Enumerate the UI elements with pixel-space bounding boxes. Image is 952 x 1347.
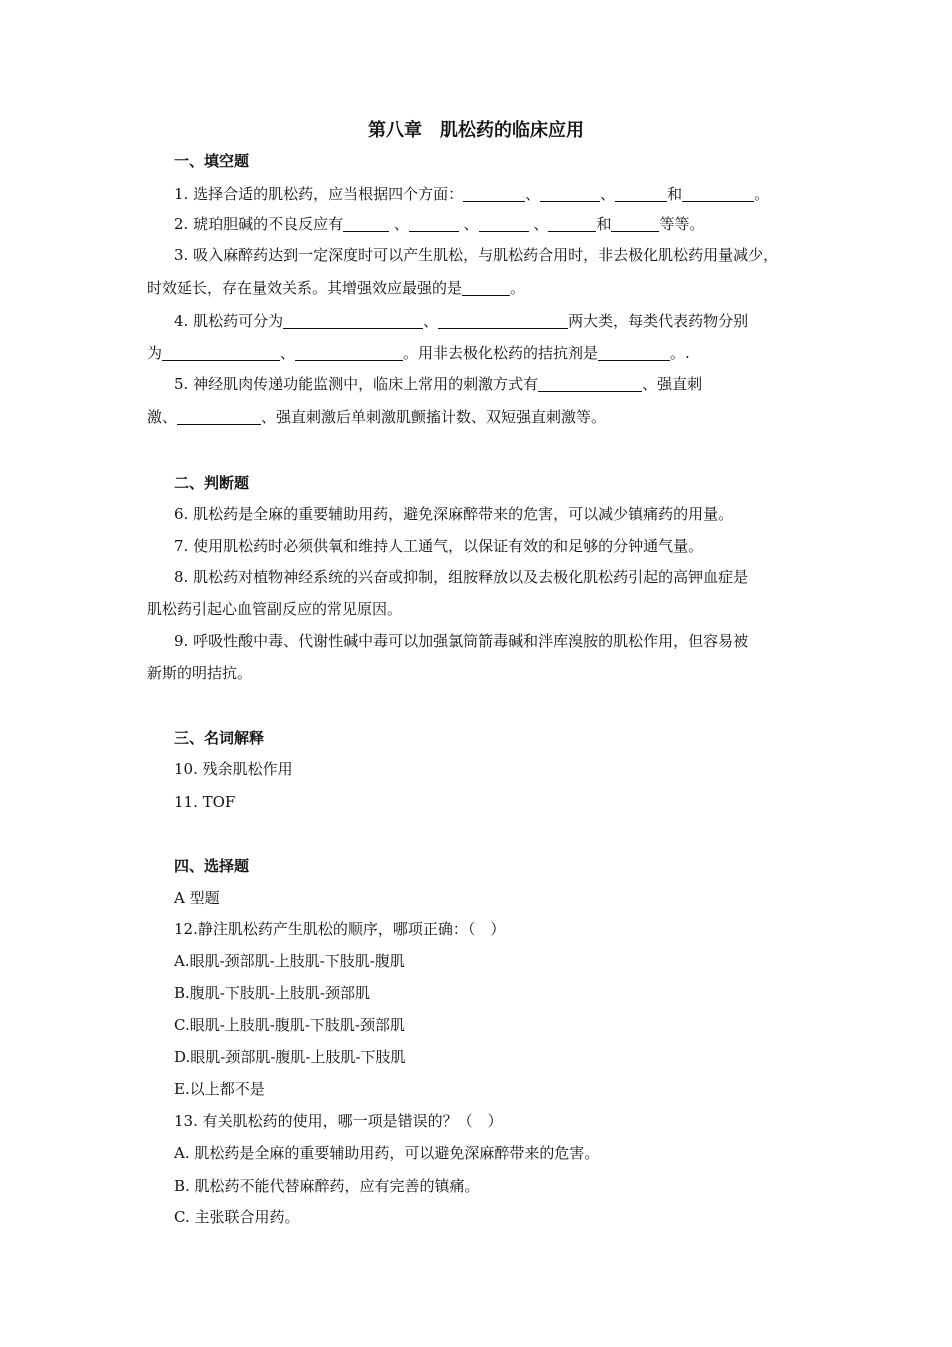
- question-type-label: A 型题: [174, 889, 220, 907]
- chapter-title: 第八章 肌松药的临床应用: [368, 120, 584, 141]
- section-heading-true-false: 二、判断题: [174, 474, 250, 492]
- answer-blank: [479, 215, 529, 232]
- answer-blank: [283, 312, 423, 329]
- question-5-line-1: 5. 神经肌肉传递功能监测中，临床上常用的刺激方式有 、强直刺: [174, 375, 703, 393]
- question-9-line-2: 新斯的明拮抗。: [147, 664, 253, 682]
- question-12-option-b: B.腹肌-下肢肌-上肢肌-颈部肌: [174, 984, 370, 1002]
- question-1: 1. 选择合适的肌松药，应当根据四个方面： 、 、 和 。: [174, 185, 770, 203]
- answer-blank: [598, 344, 670, 361]
- question-6: 6. 肌松药是全麻的重要辅助用药，避免深麻醉带来的危害，可以减少镇痛药的用量。: [174, 505, 734, 523]
- question-13-option-a: A. 肌松药是全麻的重要辅助用药，可以避免深麻醉带来的危害。: [174, 1144, 600, 1162]
- question-13-option-b: B. 肌松药不能代替麻醉药，应有完善的镇痛。: [174, 1177, 480, 1195]
- question-1-text: 1. 选择合适的肌松药，应当根据四个方面：: [174, 185, 464, 203]
- question-4-line-1: 4. 肌松药可分为 、 两大类，每类代表药物分别: [174, 312, 749, 330]
- question-2-text: 2. 琥珀胆碱的不良反应有: [174, 215, 344, 233]
- question-3-line-2: 时效延长，存在量效关系。其增强效应最强的是 。: [147, 279, 526, 297]
- question-4-line-2: 为 、 。用非去极化松药的拮抗剂是 。.: [147, 344, 690, 362]
- answer-blank: [162, 344, 280, 361]
- question-11: 11. TOF: [174, 793, 236, 811]
- answer-blank: [611, 215, 659, 232]
- question-7: 7. 使用肌松药时必须供氧和维持人工通气，以保证有效的和足够的分钟通气量。: [174, 537, 704, 555]
- question-8-line-2: 肌松药引起心血管副反应的常见原因。: [147, 600, 403, 618]
- answer-blank: [682, 185, 754, 202]
- question-9-line-1: 9. 呼吸性酸中毒、代谢性碱中毒可以加强氯筒箭毒碱和泮库溴胺的肌松作用，但容易被: [174, 632, 749, 650]
- answer-blank: [463, 185, 525, 202]
- answer-blank: [540, 185, 600, 202]
- question-8-line-1: 8. 肌松药对植物神经系统的兴奋或抑制，组胺释放以及去极化肌松药引起的高钾血症是: [174, 568, 749, 586]
- answer-blank: [295, 344, 403, 361]
- question-13-option-c: C. 主张联合用药。: [174, 1208, 300, 1226]
- answer-blank: [462, 279, 510, 296]
- question-3-line-1: 3. 吸入麻醉药达到一定深度时可以产生肌松，与肌松药合用时，非去极化肌松药用量减少，: [174, 246, 779, 264]
- answer-blank: [615, 185, 667, 202]
- answer-blank: [548, 215, 596, 232]
- section-heading-fill-in: 一、填空题: [174, 152, 250, 170]
- question-12-stem: 12.静注肌松药产生肌松的顺序，哪项正确：（ ）: [174, 920, 506, 938]
- question-10: 10. 残余肌松作用: [174, 760, 293, 778]
- answer-blank: [343, 215, 389, 232]
- answer-blank: [409, 215, 459, 232]
- section-heading-multiple-choice: 四、选择题: [174, 857, 250, 875]
- question-12-option-e: E.以上都不是: [174, 1080, 265, 1098]
- section-heading-terms: 三、名词解释: [174, 729, 265, 747]
- answer-blank: [538, 375, 642, 392]
- question-12-option-d: D.眼肌-颈部肌-腹肌-上肢肌-下肢肌: [174, 1048, 406, 1066]
- question-13-stem: 13. 有关肌松药的使用，哪一项是错误的？（ ）: [174, 1112, 503, 1130]
- question-5-line-2: 激、 、强直刺激后单刺激肌颤搐计数、双短强直刺激等。: [147, 408, 607, 426]
- question-12-option-a: A.眼肌-颈部肌-上肢肌-下肢肌-腹肌: [174, 952, 405, 970]
- question-12-option-c: C.眼肌-上肢肌-腹肌-下肢肌-颈部肌: [174, 1016, 405, 1034]
- question-2: 2. 琥珀胆碱的不良反应有 、 、 、 和 等等。: [174, 215, 705, 233]
- answer-blank: [438, 312, 568, 329]
- answer-blank: [177, 408, 261, 425]
